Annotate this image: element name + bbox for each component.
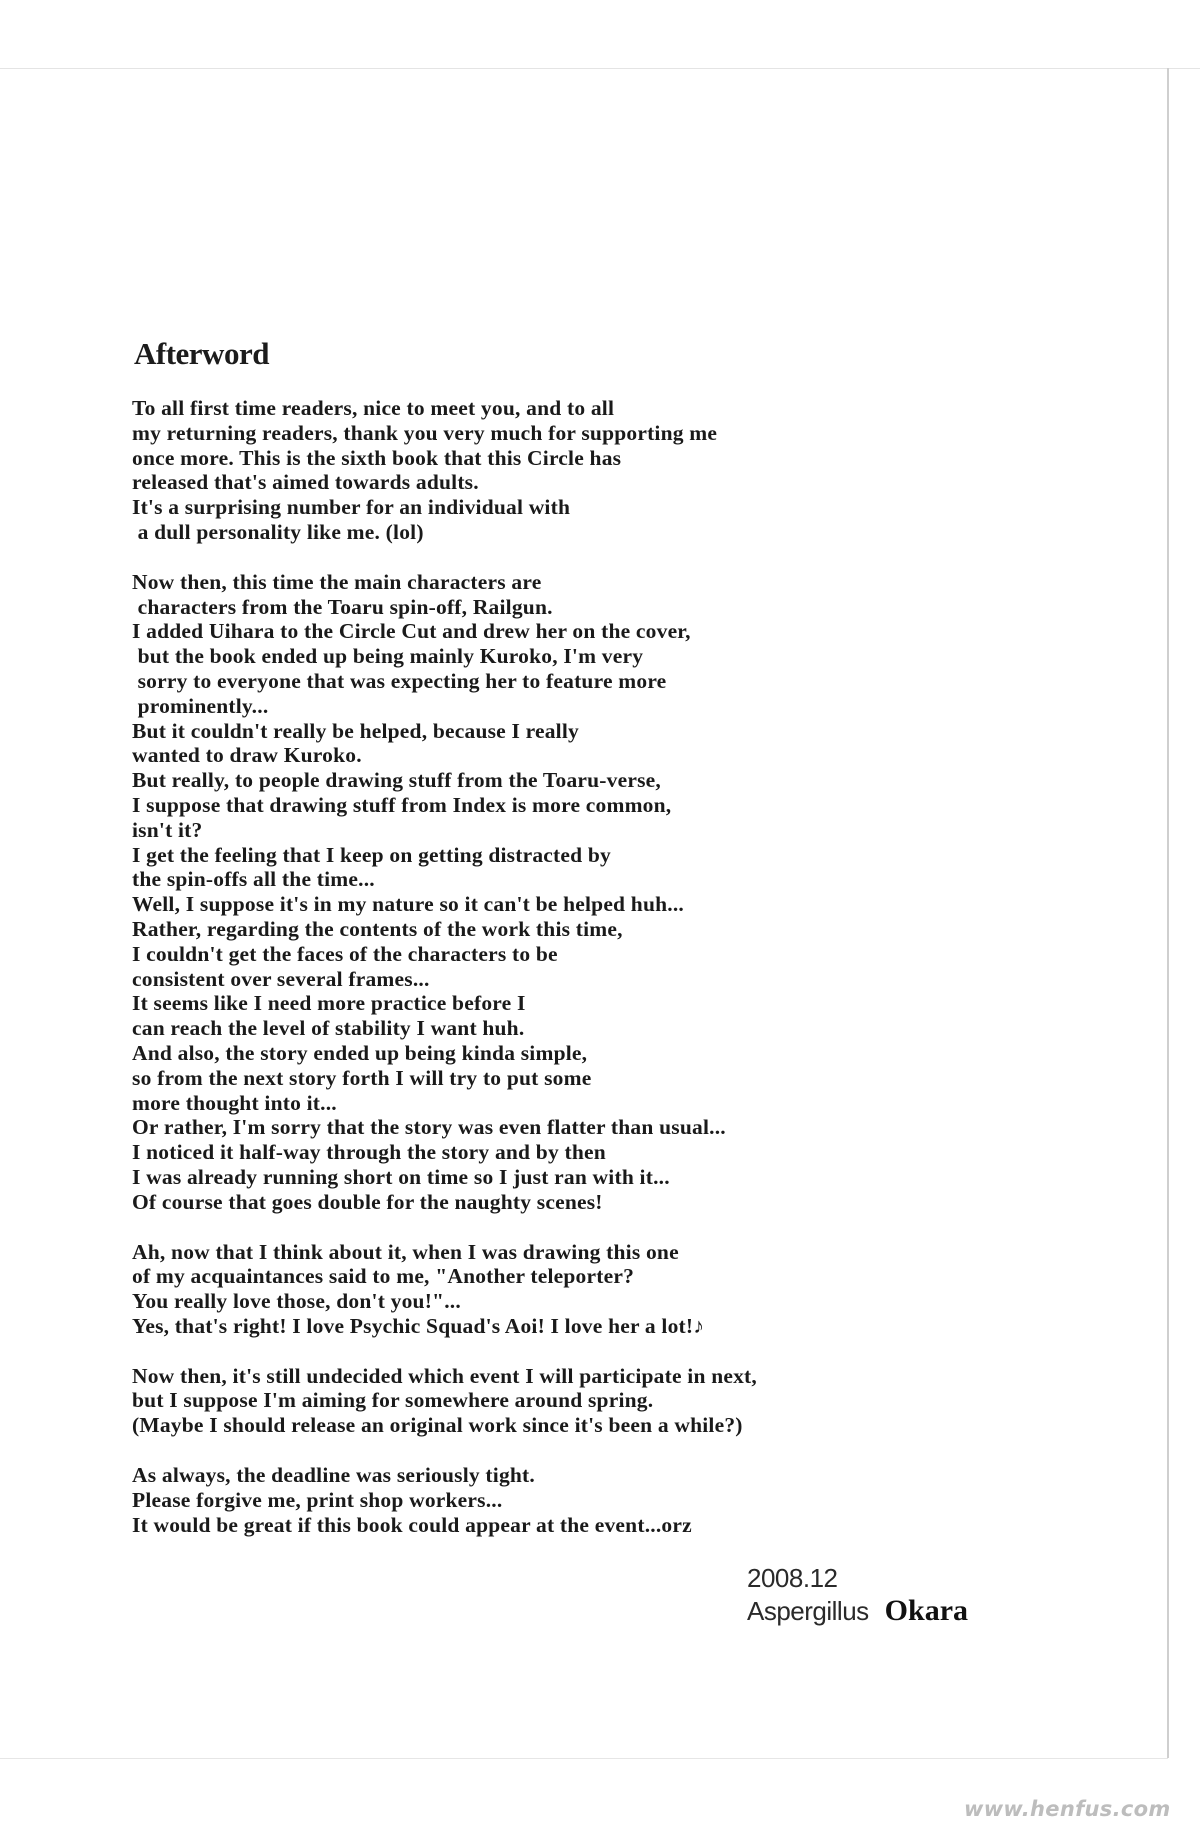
text-line: But it couldn't really be helped, because I really	[132, 718, 579, 743]
text-line: I get the feeling that I keep on getting distracted by	[132, 842, 611, 867]
signature-author-name: Okara	[884, 1594, 969, 1627]
text-line: Or rather, I'm sorry that the story was even flatter than usual...	[132, 1115, 726, 1140]
text-line: It seems like I need more practice before I	[132, 991, 526, 1016]
text-line: I added Uihara to the Circle Cut and drew her on the cover,	[132, 619, 691, 644]
text-line: And also, the story ended up being kinda simple,	[132, 1040, 588, 1065]
paragraph	[132, 1463, 1012, 1537]
text-line: As always, the deadline was seriously tight.	[132, 1463, 535, 1488]
text-line: Please forgive me, print shop workers...	[132, 1487, 503, 1512]
text-line: Yes, that's right! I love Psychic Squad's Aoi! I love her a lot!♪	[132, 1313, 705, 1338]
paper-edge-top	[0, 68, 1200, 69]
text-line: my returning readers, thank you very much for supporting me	[132, 420, 718, 445]
signature-circle-name: Aspergillus	[747, 1596, 869, 1626]
text-line: sorry to everyone that was expecting her to feature more	[132, 668, 667, 693]
text-line: (Maybe I should release an original work since it's been a while?)	[132, 1413, 743, 1438]
paragraph	[132, 1240, 1012, 1339]
text-line: I couldn't get the faces of the characters to be	[132, 941, 558, 966]
text-line: consistent over several frames...	[132, 966, 430, 991]
text-line: It's a surprising number for an individual with	[132, 495, 571, 520]
text-line: Rather, regarding the contents of the work this time,	[132, 916, 623, 941]
text-line: characters from the Toaru spin-off, Railgun.	[132, 594, 553, 619]
paragraph	[132, 1364, 1012, 1438]
text-line: Well, I suppose it's in my nature so it can't be helped huh...	[132, 892, 684, 917]
text-line: You really love those, don't you!"...	[132, 1289, 461, 1314]
text-line: It would be great if this book could appear at the event...orz	[132, 1512, 692, 1537]
paper-edge-right	[1167, 68, 1169, 1758]
text-line: of my acquaintances said to me, "Another teleporter?	[132, 1264, 635, 1289]
text-line: released that's aimed towards adults.	[132, 470, 479, 495]
signature-row	[747, 1594, 1067, 1633]
text-line: so from the next story forth I will try to put some	[132, 1065, 592, 1090]
text-line: I suppose that drawing stuff from Index is more common,	[132, 792, 672, 817]
text-line: can reach the level of stability I want huh.	[132, 1016, 525, 1041]
text-line: isn't it?	[132, 817, 203, 842]
signature-block	[747, 1562, 1067, 1633]
text-line: the spin-offs all the time...	[132, 867, 375, 892]
text-line: more thought into it...	[132, 1090, 337, 1115]
text-line: To all first time readers, nice to meet you, and to all	[132, 396, 615, 420]
site-watermark[interactable]: www.henfus.com	[964, 1797, 1171, 1821]
text-line: Now then, it's still undecided which event I will participate in next,	[132, 1363, 757, 1388]
text-line: a dull personality like me. (lol)	[132, 519, 424, 544]
text-line: I was already running short on time so I just ran with it...	[132, 1164, 670, 1189]
paper-edge-bottom	[0, 1758, 1168, 1759]
paragraph	[132, 570, 1012, 1215]
text-line: but I suppose I'm aiming for somewhere around spring.	[132, 1388, 654, 1413]
text-line: Now then, this time the main characters are	[132, 569, 542, 594]
afterword-body	[132, 396, 1012, 1562]
paragraph	[132, 396, 1012, 545]
text-line: but the book ended up being mainly Kuroko, I'm very	[132, 644, 644, 669]
page-title: Afterword	[134, 336, 269, 371]
text-line: wanted to draw Kuroko.	[132, 743, 362, 768]
text-line: Of course that goes double for the naughty scenes!	[132, 1189, 603, 1214]
text-line: Ah, now that I think about it, when I was drawing this one	[132, 1239, 679, 1264]
text-line: But really, to people drawing stuff from the Toaru-verse,	[132, 768, 661, 793]
text-line: prominently...	[132, 693, 269, 718]
signature-date: 2008.12	[747, 1563, 838, 1593]
text-line: once more. This is the sixth book that this Circle has	[132, 445, 622, 470]
text-line: I noticed it half-way through the story and by then	[132, 1140, 606, 1165]
